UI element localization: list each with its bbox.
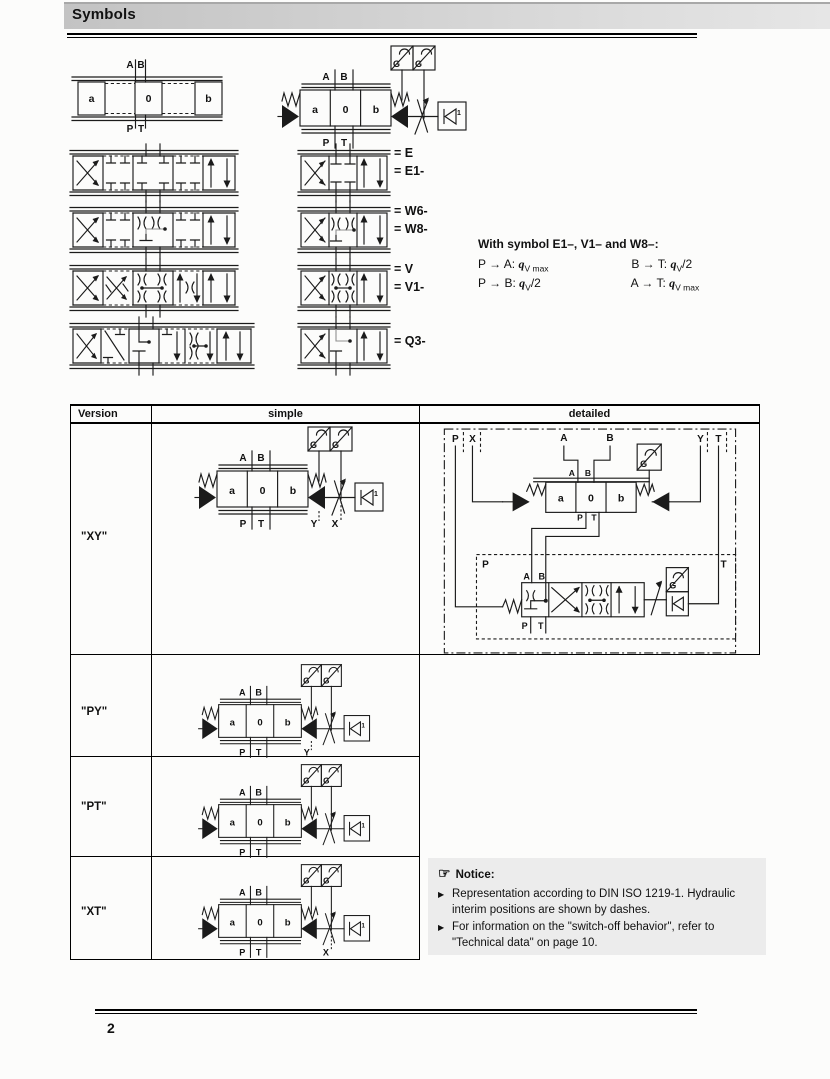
page-title: Symbols xyxy=(72,6,136,23)
symbol-code-w6: = W6- xyxy=(394,204,428,218)
pos-0-label: 0 xyxy=(257,817,263,829)
flow-text: /2 xyxy=(682,257,693,271)
flow-text: /2 xyxy=(530,276,541,291)
g-box-label: G xyxy=(332,440,340,450)
spool-symbol-w-compact xyxy=(298,201,390,259)
flow-text: P → A: xyxy=(478,257,519,271)
port-t-label: T xyxy=(340,138,348,149)
table-border xyxy=(419,404,420,960)
flow-note-title: With symbol E1–, V1– and W8–: xyxy=(478,237,659,251)
port-a-label: A xyxy=(523,571,530,582)
table-border xyxy=(70,404,760,406)
port-t-label: T xyxy=(720,559,727,571)
pos-a-label: a xyxy=(88,93,95,105)
g-box-label: G xyxy=(323,876,330,886)
simple-valve-diagram xyxy=(197,761,373,861)
version-label-pt: "PT" xyxy=(81,801,107,813)
table-border xyxy=(70,404,71,960)
symbol-code-v: = V xyxy=(394,262,414,276)
pos-b-label: b xyxy=(284,817,291,829)
notice-item xyxy=(438,886,756,919)
solenoid-valve-symbol xyxy=(195,423,385,533)
solenoid-valve-symbol xyxy=(197,761,373,861)
port-p-label: P xyxy=(239,519,247,530)
solenoid-valve-symbol xyxy=(278,42,468,152)
pointing-hand-icon: ☞ xyxy=(438,865,451,881)
port-p-label: P xyxy=(239,747,246,758)
port-p-label: P xyxy=(239,947,246,958)
symbol-code-q3: = Q3- xyxy=(394,334,426,348)
pos-0-label: 0 xyxy=(259,485,266,497)
pos-b-label: b xyxy=(284,917,291,929)
flow-sub: V max xyxy=(675,282,700,293)
port-a-label: A xyxy=(126,60,134,71)
pos-b-label: b xyxy=(372,104,380,116)
port-p-label: P xyxy=(239,847,246,858)
port-a-label: A xyxy=(238,887,246,898)
spool-symbol-w-wide xyxy=(70,201,240,259)
port-p-label: P xyxy=(577,512,583,523)
simple-valve-diagram xyxy=(197,661,373,761)
spool-symbol-e-compact xyxy=(298,144,390,202)
check-valve-value: 1 xyxy=(361,822,365,830)
notice-title: Notice: xyxy=(455,869,495,881)
g-box-label: G xyxy=(310,440,318,450)
check-valve-value: 1 xyxy=(457,110,461,117)
pos-0-label: 0 xyxy=(342,104,349,116)
port-t-label: T xyxy=(257,519,265,530)
column-header-version: Version xyxy=(78,408,118,420)
version-label-xy: "XY" xyxy=(81,531,108,543)
solenoid-right-icon xyxy=(391,105,408,128)
flow-note xyxy=(478,237,823,296)
pos-a-label: a xyxy=(229,485,235,497)
footer-rule xyxy=(95,1009,697,1014)
port-t-label: T xyxy=(255,847,262,858)
spool-symbol-v-wide xyxy=(70,259,240,317)
port-p-label: P xyxy=(452,434,459,446)
symbol-code-w8: = W8- xyxy=(394,222,428,236)
flow-sub: V max xyxy=(524,263,549,274)
g-box-label: G xyxy=(303,676,310,686)
pos-0-label: 0 xyxy=(588,492,594,505)
symbol-code-e: = E xyxy=(394,146,414,160)
column-header-simple: simple xyxy=(268,408,303,420)
pos-0-label: 0 xyxy=(257,917,263,929)
solenoid-valve-symbol xyxy=(197,661,373,761)
check-valve-value: 1 xyxy=(361,922,365,930)
g-box-label: G xyxy=(669,580,677,591)
table-border xyxy=(151,404,152,960)
check-valve-value: 1 xyxy=(361,722,365,730)
solenoid-left-icon xyxy=(282,105,299,128)
solenoid-right-icon xyxy=(301,818,316,839)
pos-a-label: a xyxy=(312,104,318,116)
pos-b-label: b xyxy=(284,717,291,729)
flow-q: q xyxy=(519,276,526,291)
solenoid-right-icon xyxy=(308,486,325,509)
solenoid-left-icon xyxy=(202,818,217,839)
column-header-detailed: detailed xyxy=(568,408,611,420)
port-a-label: A xyxy=(568,468,575,479)
notice-text: For information on the "switch-off behavior", refer to "Technical data" on page 10. xyxy=(452,920,715,949)
svg-text:Y: Y xyxy=(310,519,318,530)
detailed-valve-diagram xyxy=(438,424,760,660)
svg-text:Y: Y xyxy=(303,747,310,758)
simple-valve-diagram xyxy=(195,423,385,533)
port-a-label: A xyxy=(239,453,247,464)
port-a-label: A xyxy=(238,787,246,798)
g-box-label: G xyxy=(640,459,648,470)
port-p-label: P xyxy=(521,620,528,631)
symbol-code-e1: = E1- xyxy=(394,164,425,178)
port-t-label: T xyxy=(255,947,262,958)
bullet-icon: ▶ xyxy=(438,922,445,932)
basic-valve-diagram xyxy=(70,52,230,134)
port-x-label: X xyxy=(469,434,476,446)
version-label-xt: "XT" xyxy=(81,906,107,918)
flow-sub: V xyxy=(676,263,683,274)
port-b-label: B xyxy=(606,433,614,445)
port-b-label: B xyxy=(538,571,546,582)
pos-0-label: 0 xyxy=(257,717,263,729)
pos-b-label: b xyxy=(205,93,212,105)
flow-text: B → T: xyxy=(631,257,671,271)
port-t-label: T xyxy=(255,747,262,758)
version-label-py: "PY" xyxy=(81,706,108,718)
flow-q: q xyxy=(669,276,676,291)
port-b-label: B xyxy=(255,887,262,898)
g-box-label: G xyxy=(323,776,330,786)
symbol-code-v1: = V1- xyxy=(394,280,425,294)
solenoid-left-icon xyxy=(199,486,216,509)
simple-valve-diagram xyxy=(197,861,373,961)
port-b-label: B xyxy=(137,60,145,71)
notice-title-row xyxy=(438,864,756,884)
svg-text:X: X xyxy=(331,519,339,530)
flow-text: P → B: xyxy=(478,276,520,291)
check-valve-value: 1 xyxy=(374,491,378,498)
solenoid-left-icon xyxy=(202,718,217,739)
g-box-label: G xyxy=(323,676,330,686)
pos-b-label: b xyxy=(617,492,625,505)
port-t-label: T xyxy=(591,512,597,523)
flow-note-line xyxy=(478,257,823,273)
port-y-group xyxy=(311,511,319,530)
pos-a-label: a xyxy=(229,817,235,829)
solenoid-right-icon xyxy=(301,918,316,939)
port-t-label: T xyxy=(715,434,722,446)
notice-item xyxy=(438,919,756,952)
port-p-label: P xyxy=(126,124,134,135)
port-p-label: P xyxy=(322,138,330,149)
simple-valve-diagram xyxy=(278,42,468,152)
port-b-label: B xyxy=(257,453,265,464)
g-box-label: G xyxy=(393,59,401,69)
pos-0-label: 0 xyxy=(145,93,152,105)
port-b-label: B xyxy=(340,72,348,83)
notice-box xyxy=(428,858,766,955)
solenoid-valve-symbol xyxy=(197,861,373,961)
spool-symbol-v-compact xyxy=(298,259,390,317)
port-a-label: A xyxy=(238,687,246,698)
port-t-label: T xyxy=(537,620,544,631)
g-box-label: G xyxy=(415,59,423,69)
flow-q: q xyxy=(518,257,525,271)
spool-symbol-e-wide xyxy=(70,144,240,202)
port-y-group xyxy=(304,741,312,758)
port-t-label: T xyxy=(137,124,145,135)
port-y-label: Y xyxy=(697,434,704,446)
port-b-label: B xyxy=(255,787,262,798)
g-box-label: G xyxy=(303,876,310,886)
g-box-label: G xyxy=(303,776,310,786)
flow-note-line xyxy=(478,276,823,292)
solenoid-left-icon xyxy=(202,918,217,939)
port-x-group xyxy=(332,501,341,530)
spool-symbol-q3-wide xyxy=(70,317,256,375)
pos-a-label: a xyxy=(229,917,235,929)
bullet-icon: ▶ xyxy=(438,889,445,899)
port-a-label: A xyxy=(560,433,568,445)
spool-symbol-q3-compact xyxy=(298,317,390,375)
flow-sub: V xyxy=(525,282,531,293)
port-p-label: P xyxy=(482,559,489,571)
svg-text:X: X xyxy=(322,947,329,958)
flow-text: A → T: xyxy=(630,276,670,291)
pos-b-label: b xyxy=(289,485,297,497)
header-rule xyxy=(67,33,697,38)
pos-a-label: a xyxy=(229,717,235,729)
header-bar xyxy=(64,2,830,29)
port-b-label: B xyxy=(584,468,592,479)
flow-q: q xyxy=(670,257,677,271)
pos-a-label: a xyxy=(557,492,564,505)
port-a-label: A xyxy=(322,72,330,83)
notice-text: Representation according to DIN ISO 1219-1. Hydraulic interim positions are shown by dashes. xyxy=(452,887,736,917)
page-number: 2 xyxy=(107,1020,115,1036)
port-b-label: B xyxy=(255,687,262,698)
solenoid-right-icon xyxy=(301,718,316,739)
